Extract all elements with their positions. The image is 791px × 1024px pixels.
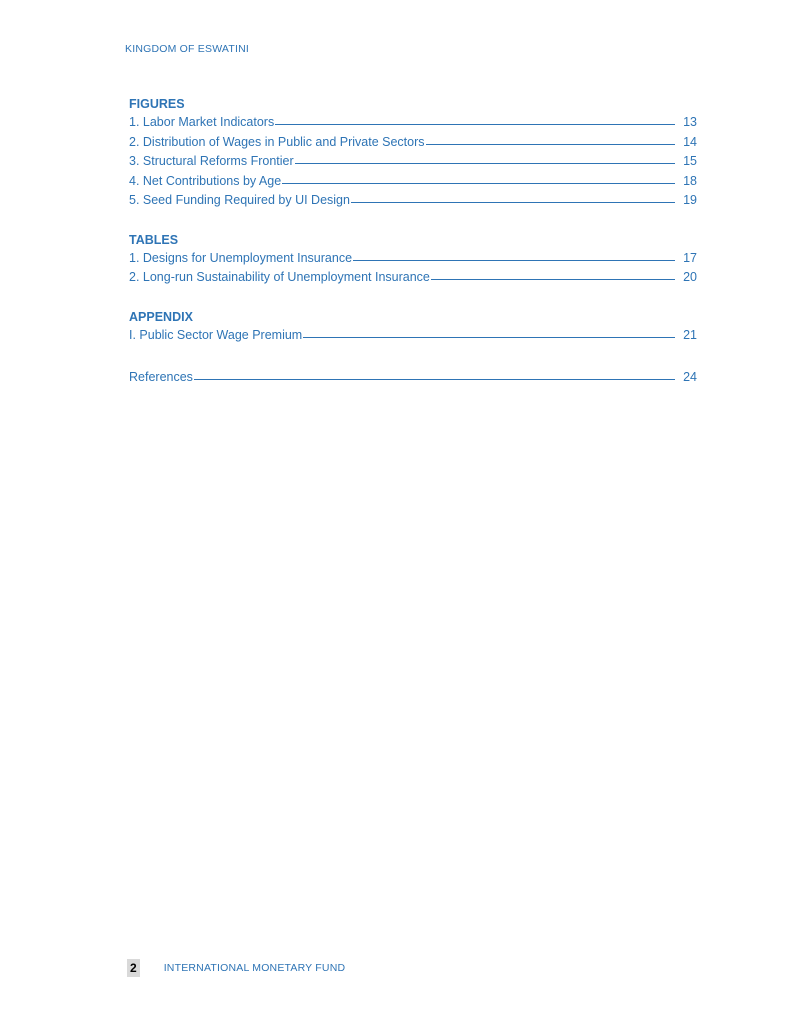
toc-entry-label: References [129,370,193,384]
toc-entry-label: 4. Net Contributions by Age [129,173,282,188]
section-spacer [129,288,697,308]
toc-entry-figure-4[interactable] [129,172,697,192]
dot-leader [295,163,675,164]
tables-heading: TABLES [129,232,179,247]
appendix-heading: APPENDIX [129,309,193,324]
toc-entry-page: 20 [683,270,697,284]
toc-entry-label: 3. Structural Reforms Frontier [129,154,294,168]
toc-entry-table-2[interactable] [129,268,697,288]
toc-entry-figure-1[interactable] [129,113,697,133]
publisher-name: INTERNATIONAL MONETARY FUND [163,962,346,974]
toc-entry-label: 1. Labor Market Indicators [129,115,275,129]
page-footer [127,959,345,977]
dot-leader [282,183,675,184]
dot-leader [275,124,675,125]
toc-entry-page: 21 [683,327,697,342]
section-spacer [129,345,697,368]
toc-entry-table-1[interactable] [129,249,697,269]
toc-entry-page: 24 [683,370,697,384]
toc-entry-label: 2. Distribution of Wages in Public and Private Sectors [129,134,425,149]
toc-entry-page: 19 [683,193,697,207]
toc-entry-label: 5. Seed Funding Required by UI Design [129,193,350,207]
toc-entry-page: 17 [683,250,697,265]
toc-entry-label: 2. Long-run Sustainability of Unemployment Insurance [129,270,430,284]
toc-entry-page: 18 [683,173,697,188]
dot-leader [426,144,675,145]
figures-heading: FIGURES [129,97,185,111]
running-header: KINGDOM OF ESWATINI [125,43,249,55]
dot-leader [351,202,675,203]
toc-entry-page: 14 [683,134,697,149]
page-number: 2 [127,959,140,977]
dot-leader [431,279,675,280]
table-of-contents [129,95,697,388]
toc-entry-appendix-1[interactable] [129,326,697,346]
toc-entry-page: 13 [683,115,697,129]
section-spacer [129,211,697,231]
toc-entry-figure-3[interactable] [129,152,697,172]
toc-entry-label: 1. Designs for Unemployment Insurance [129,250,353,265]
toc-entry-figure-5[interactable] [129,191,697,211]
toc-entry-page: 15 [683,154,697,168]
dot-leader [194,379,675,380]
toc-entry-figure-2[interactable] [129,133,697,153]
toc-entry-label: I. Public Sector Wage Premium [129,327,303,342]
toc-entry-references[interactable] [129,368,697,388]
dot-leader [303,337,675,338]
dot-leader [353,260,675,261]
